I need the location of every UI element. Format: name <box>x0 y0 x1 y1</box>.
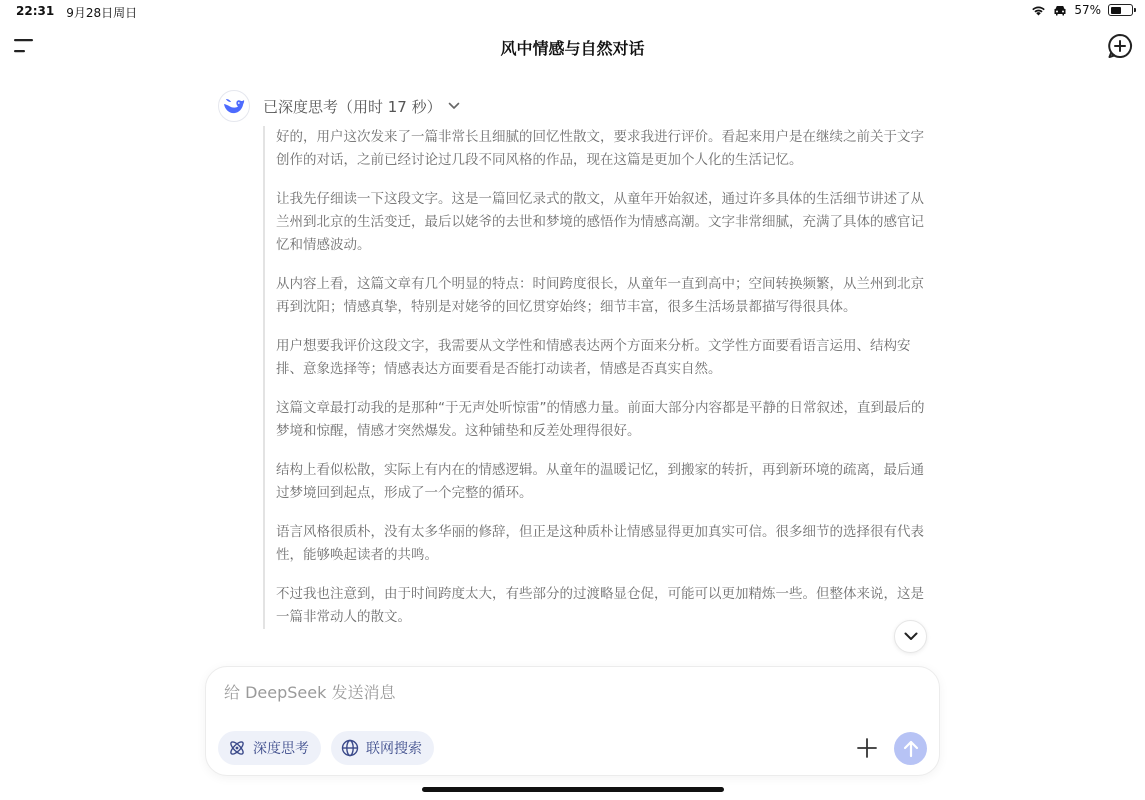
send-button[interactable] <box>894 732 927 765</box>
web-search-button[interactable] <box>331 731 434 765</box>
message-input[interactable] <box>224 683 904 702</box>
thinking-paragraph: 让我先仔细读一下这段文字。这是一篇回忆录式的散文，从童年开始叙述，通过许多具体的生活细节讲述了从兰州到北京的生活变迁，最后以姥爷的去世和梦境的感悟作为情感高潮。文字非常细腻，充满了具体的感官记忆和情感波动。 <box>276 191 924 253</box>
car-icon <box>1053 5 1067 16</box>
status-left <box>16 4 137 21</box>
atom-icon <box>228 739 246 757</box>
battery-fill <box>1111 7 1122 14</box>
chevron-down-icon <box>904 632 918 641</box>
wifi-icon <box>1031 5 1046 16</box>
deepseek-whale-icon <box>223 97 245 115</box>
battery-percent: 57% <box>1074 3 1101 17</box>
web-search-label: 联网搜索 <box>366 741 422 757</box>
status-right <box>1031 3 1133 17</box>
thinking-paragraph: 不过我也注意到，由于时间跨度太大，有些部分的过渡略显仓促，可能可以更加精炼一些。但整体来说，这是一篇非常动人的散文。 <box>276 586 924 625</box>
thinking-paragraph: 用户想要我评价这段文字，我需要从文学性和情感表达两个方面来分析。文学性方面要看语言运用、结构安排、意象选择等；情感表达方面要看是否能打动读者，情感是否真实自然。 <box>276 338 911 377</box>
header <box>0 24 1145 68</box>
home-indicator <box>422 787 724 792</box>
thinking-paragraph: 这篇文章最打动我的是那种“于无声处听惊雷”的情感力量。前面大部分内容都是平静的日常叙述，直到最后的梦境和惊醒，情感才突然爆发。这种铺垫和反差处理得很好。 <box>276 400 925 439</box>
thinking-toggle[interactable] <box>263 96 460 117</box>
thinking-paragraph: 结构上看似松散，实际上有内在的情感逻辑。从童年的温暖记忆，到搬家的转折，再到新环境的疏离，最后通过梦境回到起点，形成了一个完整的循环。 <box>276 462 924 501</box>
scroll-to-bottom-button[interactable] <box>894 620 927 653</box>
thinking-header <box>218 86 930 126</box>
thinking-paragraph: 好的，用户这次发来了一篇非常长且细腻的回忆性散文，要求我进行评价。看起来用户是在继续之前关于文字创作的对话，之前已经讨论过几段不同风格的作品，现在这篇是更加个人化的生活记忆。 <box>276 129 924 168</box>
deep-think-button[interactable] <box>218 731 321 765</box>
globe-icon <box>341 739 359 757</box>
message-composer <box>205 666 940 776</box>
deepseek-avatar <box>218 90 250 122</box>
battery-icon <box>1108 4 1133 16</box>
thinking-paragraph: 语言风格很质朴，没有太多华丽的修辞，但正是这种质朴让情感显得更加真实可信。很多细节的选择很有代表性，能够唤起读者的共鸣。 <box>276 524 924 563</box>
chat-content[interactable] <box>218 86 930 654</box>
status-time: 22:31 <box>16 4 55 18</box>
chevron-down-icon <box>448 102 460 110</box>
deep-think-label: 深度思考 <box>253 741 309 757</box>
status-date: 9月28日周日 <box>66 6 138 20</box>
thinking-paragraph: 从内容上看，这篇文章有几个明显的特点：时间跨度很长，从童年一直到高中；空间转换频繁，从兰州到北京再到沈阳；情感真挚，特别是对姥爷的回忆贯穿始终；细节丰富，很多生活场景都描写得很具体。 <box>276 276 924 315</box>
status-bar <box>0 0 1145 24</box>
attach-plus-icon[interactable] <box>856 737 878 759</box>
thinking-label: 已深度思考（用时 17 秒） <box>263 97 442 116</box>
new-chat-icon[interactable] <box>1107 33 1133 59</box>
page-title: 风中情感与自然对话 <box>500 39 645 58</box>
arrow-up-icon <box>903 740 919 758</box>
thinking-body <box>263 126 930 629</box>
